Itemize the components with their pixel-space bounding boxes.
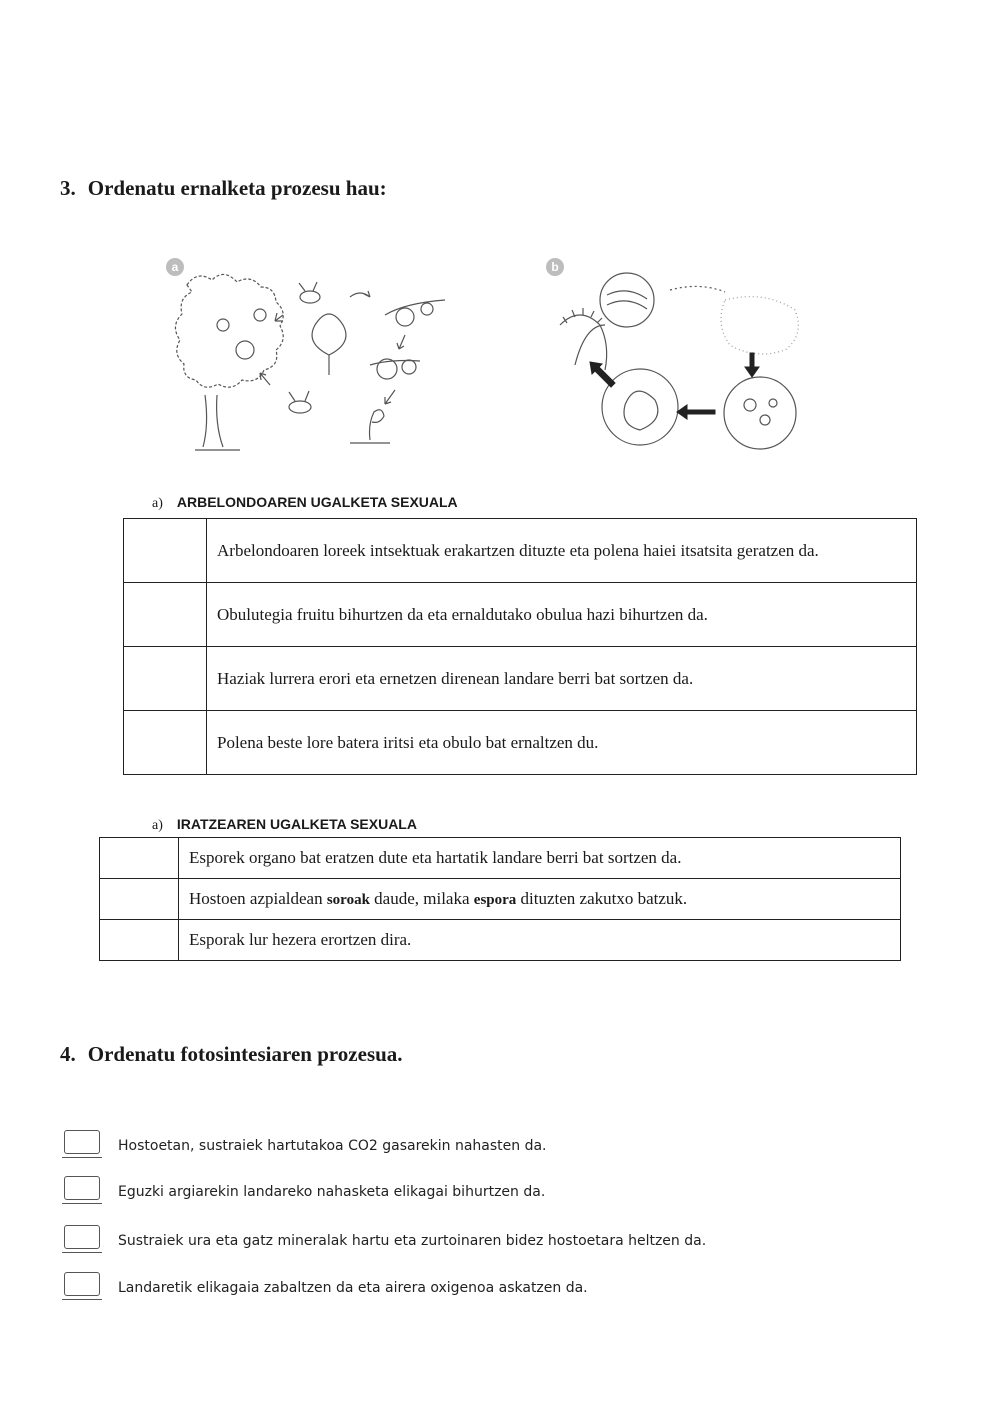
fern-cycle-illustration (545, 255, 810, 460)
table-row (124, 647, 917, 711)
order-input-box[interactable] (124, 583, 207, 647)
statement-text: daude, milaka (369, 888, 474, 908)
step-label: Sustraiek ura eta gatz mineralak hartu eta zurtoinaren bidez hostoetara heltzen da. (118, 1233, 707, 1249)
statement-cell: Obulutegia fruitu bihurtzen da eta ernaldutako obulua hazi bihurtzen da. (207, 583, 917, 647)
question-4-title (60, 1042, 403, 1067)
statement-cell: Esporek organo bat eratzen dute eta hartatik landare berri bat sortzen da. (179, 838, 901, 879)
order-input-box[interactable] (124, 519, 207, 583)
order-input-box[interactable] (124, 711, 207, 775)
order-checkbox[interactable] (64, 1225, 100, 1249)
term-soroak: soroak (326, 891, 370, 908)
apple-tree-drawing (165, 255, 460, 460)
list-item (64, 1225, 706, 1249)
order-checkbox[interactable] (64, 1130, 100, 1154)
list-item (64, 1272, 588, 1296)
step-label: Landaretik elikagaia zabaltzen da eta airera oxigenoa askatzen da. (118, 1280, 588, 1296)
step-label: Eguzki argiarekin landareko nahasketa elikagai bihurtzen da. (118, 1184, 546, 1200)
statement-cell: Esporak lur hezera erortzen dira. (179, 920, 901, 961)
order-checkbox[interactable] (64, 1272, 100, 1296)
term-espora: espora (473, 891, 517, 908)
part-b-letter: a) (152, 818, 163, 833)
order-input-box[interactable] (124, 647, 207, 711)
question-3-number: 3. (60, 176, 76, 200)
figure-a-badge: a (166, 258, 184, 276)
table-row (100, 879, 901, 920)
fern-cycle-drawing (545, 255, 810, 460)
table-row (124, 583, 917, 647)
table-row (124, 519, 917, 583)
order-input-box[interactable] (100, 838, 179, 879)
statement-cell: Arbelondoaren loreek intsektuak erakartzen dituzte eta polena haiei itsatsita geratzen da. (207, 519, 917, 583)
table-row (100, 838, 901, 879)
fern-order-table (99, 837, 901, 961)
order-checkbox[interactable] (64, 1176, 100, 1200)
part-a-title: ARBELONDOAREN UGALKETA SEXUALA (176, 494, 458, 510)
figure-b-badge: b (546, 258, 564, 276)
statement-cell: Polena beste lore batera iritsi eta obulo bat ernaltzen du. (207, 711, 917, 775)
order-input-box[interactable] (100, 920, 179, 961)
statement-cell: Haziak lurrera erori eta ernetzen direnean landare berri bat sortzen da. (207, 647, 917, 711)
question-3-title (60, 176, 387, 201)
part-a-heading (152, 494, 458, 512)
question-4-number: 4. (60, 1042, 76, 1066)
part-b-heading (152, 816, 417, 834)
question-3-text: Ordenatu ernalketa prozesu hau: (87, 176, 387, 200)
statement-text: dituzten zakutxo batzuk. (516, 888, 688, 908)
apple-tree-cycle-illustration (165, 255, 460, 460)
step-label: Hostoetan, sustraiek hartutakoa CO2 gasarekin nahasten da. (118, 1138, 547, 1154)
part-b-title: IRATZEAREN UGALKETA SEXUALA (176, 816, 417, 832)
list-item (64, 1176, 545, 1200)
part-a-letter: a) (152, 496, 163, 511)
apple-tree-order-table (123, 518, 917, 775)
order-input-box[interactable] (100, 879, 179, 920)
table-row (124, 711, 917, 775)
statement-text: Hostoen azpialdean (189, 888, 327, 908)
statement-cell (179, 879, 901, 920)
question-4-text: Ordenatu fotosintesiaren prozesua. (87, 1042, 403, 1066)
list-item (64, 1130, 547, 1154)
table-row (100, 920, 901, 961)
